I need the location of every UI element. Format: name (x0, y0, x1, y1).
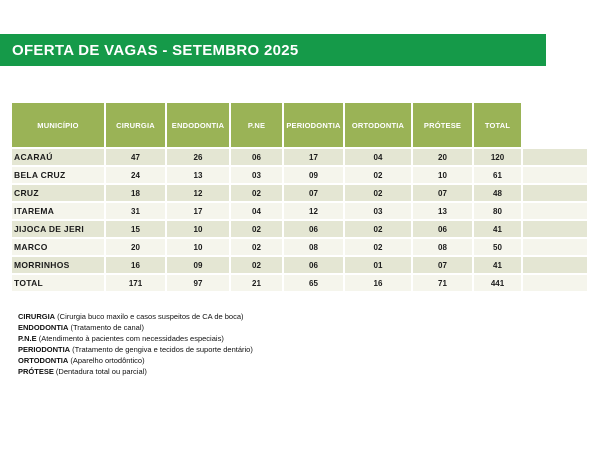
municipality-cell: ACARAÚ (12, 149, 104, 165)
title-bar (0, 34, 546, 66)
value-cell-p-ne: 03 (231, 167, 282, 183)
value-cell-ortodontia: 16 (345, 275, 411, 291)
footnote-description: (Aparelho ortodôntico) (68, 356, 145, 365)
value-cell-p-ne: 02 (231, 221, 282, 237)
value-cell-ortodontia: 02 (345, 167, 411, 183)
value-cell-p-ne: 02 (231, 185, 282, 201)
footnote-description: (Tratamento de canal) (68, 323, 145, 332)
footnote-description: (Tratamento de gengiva e tecidos de suporte dentário) (70, 345, 253, 354)
vagas-table (10, 101, 589, 293)
empty-cell (523, 203, 587, 219)
value-cell-cirurgia: 18 (106, 185, 165, 201)
table-row-morrinhos (12, 257, 587, 273)
value-cell-endodontia: 09 (167, 257, 229, 273)
value-cell-endodontia: 10 (167, 221, 229, 237)
value-cell-cirurgia: 47 (106, 149, 165, 165)
table-body (12, 149, 587, 291)
footnote-line-cirurgia (18, 311, 253, 322)
footnote-term: ENDODONTIA (18, 323, 69, 332)
value-cell-p-ne: 02 (231, 257, 282, 273)
value-cell-p-ne: 04 (231, 203, 282, 219)
empty-cell (523, 185, 587, 201)
column-header-protese: PRÓTESE (413, 103, 472, 147)
footnote-term: PERIODONTIA (18, 345, 71, 354)
table-row-itarema (12, 203, 587, 219)
municipality-cell: TOTAL (12, 275, 104, 291)
value-cell-protese: 08 (413, 239, 472, 255)
column-header-cirurgia: CIRURGIA (106, 103, 165, 147)
column-header-endodontia: ENDODONTIA (167, 103, 229, 147)
value-cell-endodontia: 97 (167, 275, 229, 291)
municipality-cell: JIJOCA DE JERI (12, 221, 104, 237)
footnote-description: (Atendimento à pacientes com necessidades especiais) (36, 334, 224, 343)
column-header-empty (523, 103, 587, 147)
column-header-p-ne: P.NE (231, 103, 282, 147)
municipality-cell: CRUZ (12, 185, 104, 201)
value-cell-endodontia: 10 (167, 239, 229, 255)
value-cell-ortodontia: 01 (345, 257, 411, 273)
value-cell-periodontia: 17 (284, 149, 343, 165)
empty-cell (523, 275, 587, 291)
table-wrap (10, 101, 589, 293)
value-cell-p-ne: 02 (231, 239, 282, 255)
empty-cell (523, 221, 587, 237)
table-row-marco (12, 239, 587, 255)
value-cell-p-ne: 06 (231, 149, 282, 165)
footnote-line-periodontia (18, 344, 253, 355)
column-header-ortodontia: ORTODONTIA (345, 103, 411, 147)
value-cell-cirurgia: 20 (106, 239, 165, 255)
value-cell-periodontia: 12 (284, 203, 343, 219)
page-title: OFERTA DE VAGAS - SETEMBRO 2025 (12, 41, 299, 59)
value-cell-total: 61 (474, 167, 521, 183)
empty-cell (523, 167, 587, 183)
column-header-total: TOTAL (474, 103, 521, 147)
value-cell-total: 441 (474, 275, 521, 291)
value-cell-total: 50 (474, 239, 521, 255)
value-cell-ortodontia: 02 (345, 221, 411, 237)
value-cell-periodontia: 65 (284, 275, 343, 291)
value-cell-total: 41 (474, 221, 521, 237)
value-cell-periodontia: 09 (284, 167, 343, 183)
value-cell-cirurgia: 24 (106, 167, 165, 183)
table-row-total (12, 275, 587, 291)
footnote-line-endodontia (18, 322, 253, 333)
value-cell-periodontia: 08 (284, 239, 343, 255)
value-cell-protese: 10 (413, 167, 472, 183)
empty-cell (523, 149, 587, 165)
footnotes (18, 311, 253, 377)
footnote-line-protese (18, 366, 253, 377)
value-cell-protese: 71 (413, 275, 472, 291)
value-cell-total: 48 (474, 185, 521, 201)
footnote-description: (Dentadura total ou parcial) (53, 367, 147, 376)
value-cell-ortodontia: 02 (345, 185, 411, 201)
value-cell-total: 80 (474, 203, 521, 219)
value-cell-p-ne: 21 (231, 275, 282, 291)
value-cell-periodontia: 06 (284, 257, 343, 273)
municipality-cell: MORRINHOS (12, 257, 104, 273)
value-cell-protese: 13 (413, 203, 472, 219)
value-cell-endodontia: 13 (167, 167, 229, 183)
footnote-line-ortodontia (18, 355, 253, 366)
footnote-term: CIRURGIA (18, 312, 56, 321)
column-header-municipio: MUNICÍPIO (12, 103, 104, 147)
table-row-bela-cruz (12, 167, 587, 183)
value-cell-periodontia: 06 (284, 221, 343, 237)
table-row-acarau (12, 149, 587, 165)
municipality-cell: MARCO (12, 239, 104, 255)
value-cell-protese: 20 (413, 149, 472, 165)
value-cell-total: 120 (474, 149, 521, 165)
value-cell-protese: 07 (413, 185, 472, 201)
footnote-line-p-n-e (18, 333, 253, 344)
value-cell-cirurgia: 171 (106, 275, 165, 291)
table-row-cruz (12, 185, 587, 201)
value-cell-endodontia: 17 (167, 203, 229, 219)
value-cell-protese: 06 (413, 221, 472, 237)
value-cell-cirurgia: 31 (106, 203, 165, 219)
value-cell-endodontia: 12 (167, 185, 229, 201)
value-cell-endodontia: 26 (167, 149, 229, 165)
value-cell-cirurgia: 16 (106, 257, 165, 273)
value-cell-ortodontia: 04 (345, 149, 411, 165)
value-cell-cirurgia: 15 (106, 221, 165, 237)
empty-cell (523, 257, 587, 273)
footnote-term: PRÓTESE (18, 367, 54, 376)
footnote-term: P.N.E (18, 334, 37, 343)
column-header-periodontia: PERIODONTIA (284, 103, 343, 147)
value-cell-ortodontia: 03 (345, 203, 411, 219)
empty-cell (523, 239, 587, 255)
table-header-row (12, 103, 587, 147)
municipality-cell: BELA CRUZ (12, 167, 104, 183)
value-cell-total: 41 (474, 257, 521, 273)
municipality-cell: ITAREMA (12, 203, 104, 219)
footnote-term: ORTODONTIA (18, 356, 69, 365)
value-cell-periodontia: 07 (284, 185, 343, 201)
value-cell-protese: 07 (413, 257, 472, 273)
table-row-jijoca-de-jeri (12, 221, 587, 237)
value-cell-ortodontia: 02 (345, 239, 411, 255)
footnote-description: (Cirurgia buco maxilo e casos suspeitos de CA de boca) (55, 312, 244, 321)
